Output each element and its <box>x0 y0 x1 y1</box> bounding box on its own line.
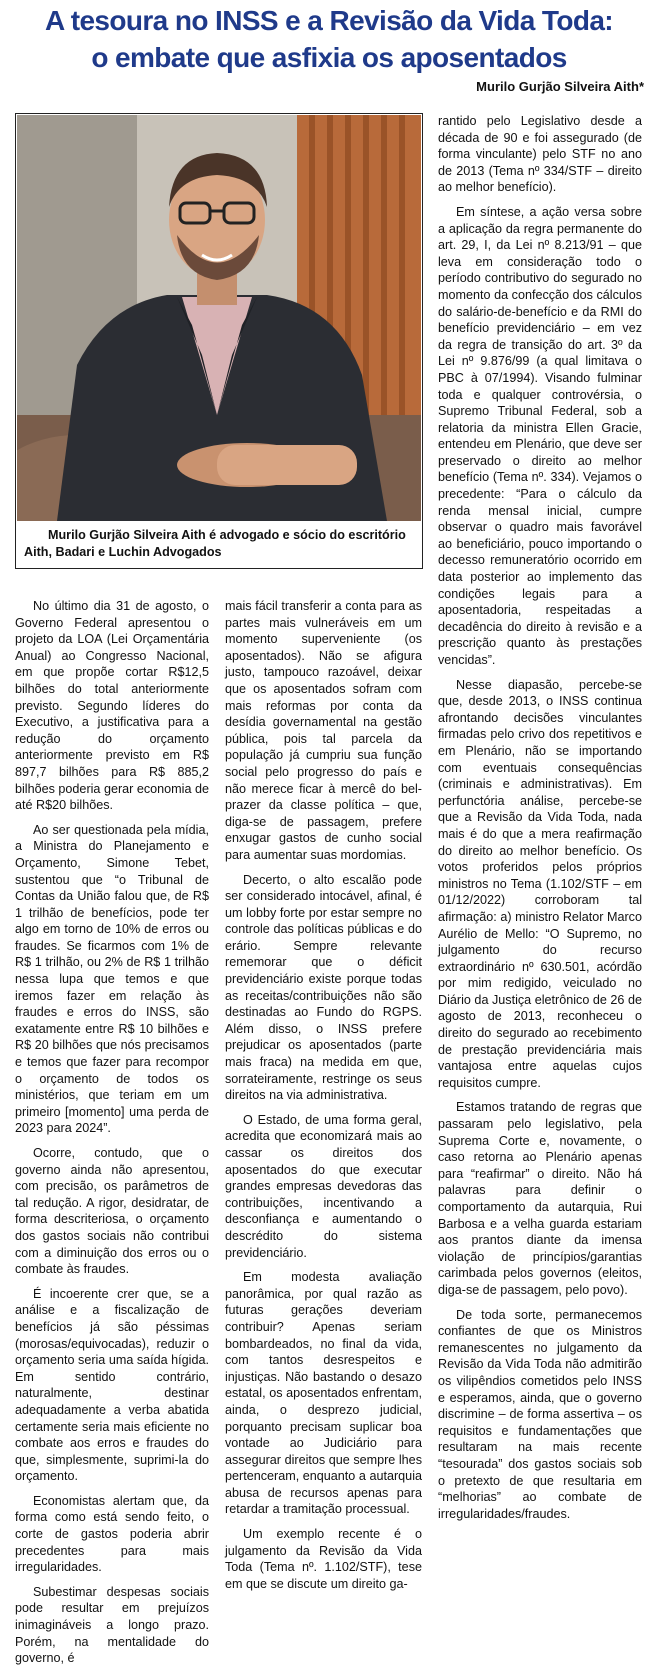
article-headline <box>0 2 658 76</box>
photo-caption: Murilo Gurjão Silveira Aith é advogado e sócio do escritório Aith, Badari e Luchin Advogados <box>24 528 406 559</box>
paragraph: No último dia 31 de agosto, o Governo Federal apresentou o projeto da LOA (Lei Orçamentária Anual) ao Congresso Nacional, em que propõe cortar R$12,5 bilhões do total anteriormente previsto. Segundo líderes do Executivo, a justificativa para a redução do orçamento anteriormente previsto em R$ 897,7 bilhões para R$ 885,2 bilhões poderia gerar economia de até R$20 bilhões. <box>15 599 209 813</box>
paragraph: Ocorre, contudo, que o governo ainda não apresentou, com precisão, os parâmetros de tal redução. A rigor, desidratar, de forma descriteriosa, o orçamento dos gastos sociais não contribui com a diminuição dos erros ou o combate às fraudes. <box>15 1146 209 1277</box>
headline-line-1: A tesoura no INSS e a Revisão da Vida Toda: <box>44 5 614 36</box>
paragraph: Em modesta avaliação panorâmica, por qual razão as futuras gerações deveriam contribuir? Apenas seriam bombardeados, no final da vida, com tantos desrespeitos e injustiças. Não bastando o desazo estatal, os aposentados enfrentam, ainda, o desprezo judicial, porquanto precisam suplicar boa vontade ao Judiciário para assegurar direitos que sempre lhes pertenceram, enquanto a autarquia abusa de recursos apenas para retardar a tramitação processual. <box>225 1270 422 1517</box>
paragraph: O Estado, de uma forma geral, acredita que economizará mais ao cassar os direitos dos aposentados do que executar grandes empresas devedoras das contribuições, incentivando a desconfiança e aumentando o descrédito do sistema previdenciário. <box>225 1112 422 1260</box>
headline-line-2: o embate que asfixia os aposentados <box>91 42 567 73</box>
paragraph-continuation: rantido pelo Legislativo desde a década de 90 e foi assegurado (de forma vinculante) pelo STF no ano de 2013 (Tema nº 334/STF – direito ao melhor benefício). <box>438 114 642 195</box>
paragraph: Economistas alertam que, da forma como está sendo feito, o corte de gastos poderia abrir precedentes para mais irregularidades. <box>15 1493 209 1575</box>
author-byline: Murilo Gurjão Silveira Aith* <box>476 79 644 94</box>
paragraph: Estamos tratando de regras que passaram pelo legislativo, pela Suprema Corte e, novamente, o caso retorna ao Plenário apenas para “reafirmar” o direito. Não há palavras para definir o comportamento da autarquia, Rui Barbosa e a velha guarda estariam aos prantos diante da imensa violação de princípios/garantias carimbada pelos governos (eleitos, diga-se de passagem, pelo povo). <box>438 1100 642 1297</box>
article-column-1 <box>15 598 209 1675</box>
author-photo <box>17 115 421 521</box>
author-photo-frame <box>15 113 423 569</box>
paragraph: Decerto, o alto escalão pode ser considerado intocável, afinal, é um lobby forte por estar sempre no controle das políticas públicas e do erário. Sempre relevante rememorar que o déficit previdenciário existe porque todas as receitas/contribuições não são destinadas ao Fundo do RGPS. Além disso, o INSS prefere prejudicar os aposentados (parte mais fraca) na medida em que, sorrateiramente, restringe os seus direitos na via administrativa. <box>225 872 422 1103</box>
paragraph: Nesse diapasão, percebe-se que, desde 2013, o INSS continua afrontando decisões vinculantes firmadas pelo crivo dos repetitivos e em Plenário, não se importando com eventuais consequências (criminais e administrativas). Em perfunctória análise, percebe-se que a Revisão da Vida Toda, nada mais é do que a mera reafirmação do direito ao melhor benefício. Os votos proferidos pelos próprios ministros no Tema (1.102/STF – em 01/12/2022) corroboram tal afirmação: a) ministro Relator Marco Aurélio de Mello: “O Supremo, no julgamento do recurso extraordinário nº 630.501, acórdão por mim redigido, veiculado no Diário da Justiça eletrônico de 26 de agosto de 2013, reconheceu o direito do segurado ao recebimento de prestação previdenciária mais vantajosa entre aquelas cujos requisitos cumpre. <box>438 677 642 1090</box>
paragraph: De toda sorte, permanecemos confiantes de que os Ministros remanescentes no julgamento da Revisão da Vida Toda não admitirão os vilipêndios cometidos pelo INSS e esperamos, ainda, que o governo discrimine – de forma assertiva – os requisitos e fundamentações que resultaram na mais recente “tesourada” dos gastos sociais sob o pretexto de que resultaria em “melhorias” ao combate de irregularidades/fraudes. <box>438 1307 642 1521</box>
paragraph: Ao ser questionada pela mídia, a Ministra do Planejamento e Orçamento, Simone Tebet, sustentou que “o Tribunal de Contas da União falou que, de R$ 1 trilhão de benefícios, pode ter algo em torno de 10% de erros ou fraudes. Se ficarmos com 1% de R$ 1 trilhão, ou 2% de R$ 1 trilhão nessa lupa que temos e que iremos fazer em relação às fraudes e erros do INSS, são exatamente entre R$ 10 bilhões e R$ 20 bilhões que nós precisamos e temos que fazer para recompor o orçamento de todos os ministérios, que teriam em um primeiro [momento] uma perda de 2023 para 2024”. <box>15 822 209 1136</box>
paragraph-continuation: mais fácil transferir a conta para as partes mais vulneráveis em um momento superveniente (os aposentados). Não se afigura justo, tampouco razoável, deixar que os aposentados sofram com mais reformas por conta da desídia governamental na gestão pública, pois tal parcela da população já cumpriu sua função social pelo progresso do país e não merece ficar à mercê do bel-prazer da classe política – que, diga-se de passagem, prefere enxugar gastos de cunho social para aumentar suas mordomias. <box>225 599 422 862</box>
article-column-3 <box>438 113 642 1530</box>
paragraph: É incoerente crer que, se a análise e a fiscalização de benefícios já são péssimas (morosas/equivocadas), reduzir o orçamento seria uma saída hígida. Em sentido contrário, naturalmente, destinar adequadamente a verba abatida certamente seria mais eficiente no combate aos erros e fraudes do que, simplesmente, suprimi-la do orçamento. <box>15 1286 209 1484</box>
paragraph: Um exemplo recente é o julgamento da Revisão da Vida Toda (Tema nº. 1.102/STF), tese em que se discute um direito ga- <box>225 1527 422 1591</box>
paragraph: Subestimar despesas sociais pode resultar em prejuízos inimagináveis a longo prazo. Porém, na mentalidade do governo, é <box>15 1584 209 1666</box>
article-column-2 <box>225 598 422 1600</box>
author-portrait-illustration <box>17 115 421 521</box>
paragraph: Em síntese, a ação versa sobre a aplicação da regra permanente do art. 29, I, da Lei nº 8.213/91 – que leva em consideração todo o período contributivo do segurado no momento da confecção dos cálculos do salário-de-benefício e da RMI do benefício previdenciário – em vez da regra de transição do art. 3º da Lei nº 9.876/99 (a qual limitava o PBC à 07/1994). Visando fulminar toda e qualquer controvérsia, o Supremo Tribunal Federal, sob a relatoria da ministra Ellen Gracie, entendeu em Plenário, que deve ser preservado o direito ao melhor benefício (Tema nº. 334). Vejamos o precedente: “Para o cálculo da renda mensal inicial, cumpre observar o quadro mais favorável ao beneficiário, pouco importando o decesso remuneratório ocorrido em data posterior ao implemento das condições legais para a aposentadoria, respeitadas a decadência do direito à revisão e a prescrição quanto às prestações vencidas”. <box>438 204 642 667</box>
